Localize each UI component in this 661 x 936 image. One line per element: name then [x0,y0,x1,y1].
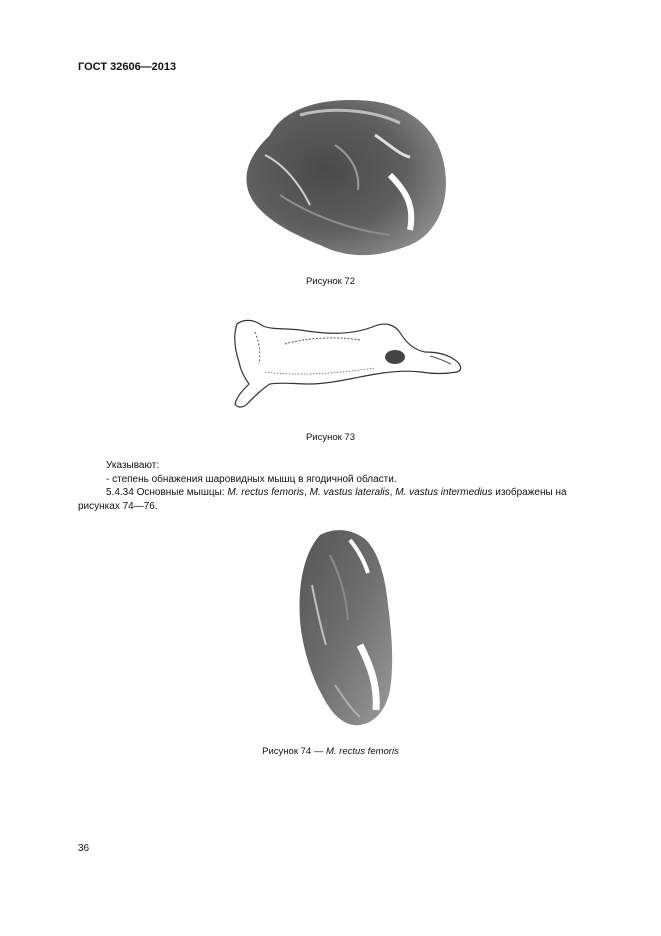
figure-72-caption: Рисунок 72 [305,276,356,287]
figure-73-image [225,312,470,412]
clause-5-4-34: 5.4.34 Основные мышцы: M. rectus femoris, M. vastus lateralis, M. vastus intermedius изображены на [106,487,567,498]
figure-73-caption: Рисунок 73 [305,432,356,443]
clause-5-4-34-continued: рисунках 74—76. [78,501,158,512]
document-header: ГОСТ 32606—2013 [78,61,177,73]
figure-74-image [290,525,400,730]
instruction-bullet: - степень обнажения шаровидных мышц в ягодичной области. [106,474,397,485]
figure-74-caption: Рисунок 74 — M. rectus femoris [262,746,399,757]
instruction-intro: Указывают: [106,460,160,471]
page-number: 36 [78,843,90,854]
figure-72-image [240,95,460,265]
